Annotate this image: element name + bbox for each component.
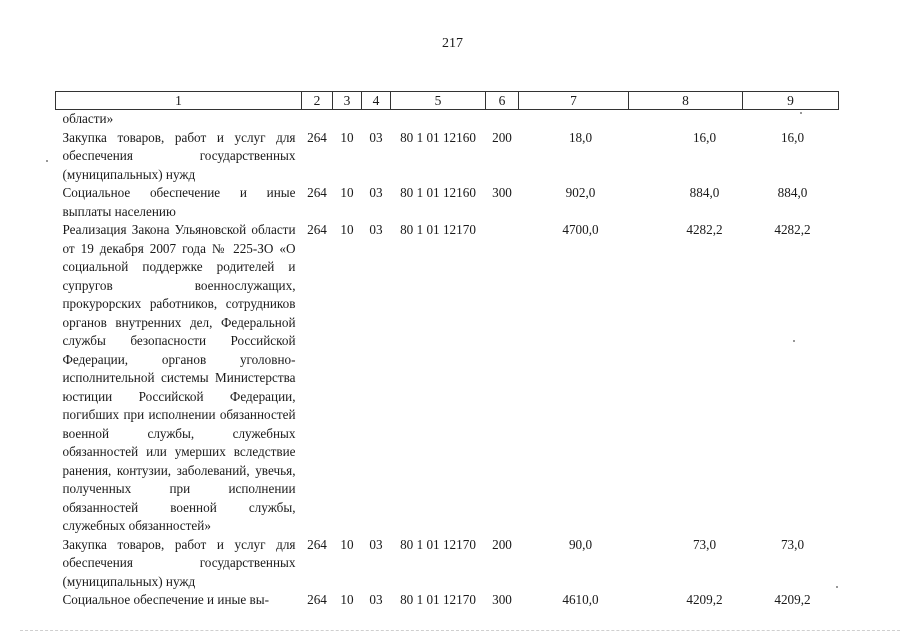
table-row [56, 110, 839, 129]
amount-col9-cell: 73,0 [780, 536, 805, 552]
grbs-cell [302, 110, 333, 129]
podrazdel-cell: 03 [369, 129, 383, 145]
amount-col8-cell: 4209,2 [686, 592, 723, 607]
row-name-cell: Социальное обеспечение и иные вы- [62, 592, 269, 607]
target-article-cell: 80 1 01 12170 [400, 592, 476, 607]
column-header: 3 [333, 92, 362, 110]
expense-type-cell [486, 221, 519, 536]
amount-col7-cell: 4700,0 [562, 222, 599, 237]
column-header: 1 [56, 92, 302, 110]
table-row [56, 184, 839, 221]
razdel-cell: 10 [340, 536, 354, 552]
amount-col9-cell: 4209,2 [774, 592, 811, 607]
amount-col8-cell: 73,0 [692, 536, 717, 552]
row-name-cell: Закупка товаров, работ и услуг для обеспечения государственных (муниципальных) нужд [62, 536, 296, 589]
podrazdel-cell [362, 110, 391, 129]
amount-col9-cell: 884,0 [777, 185, 808, 200]
scan-edge-line [20, 630, 900, 631]
column-header: 4 [362, 92, 391, 110]
row-name-cell: Закупка товаров, работ и услуг для обеспечения государственных (муниципальных) нужд [62, 129, 296, 182]
column-header: 2 [302, 92, 333, 110]
amount-col8-cell: 16,0 [692, 129, 717, 145]
grbs-cell: 264 [307, 536, 327, 552]
podrazdel-cell: 03 [369, 592, 383, 607]
budget-table [55, 91, 839, 610]
target-article-cell: 80 1 01 12170 [400, 536, 476, 552]
amount-col9-cell: 4282,2 [774, 222, 811, 237]
target-article-cell: 80 1 01 12160 [400, 129, 476, 145]
column-header: 8 [629, 92, 743, 110]
column-header: 5 [391, 92, 486, 110]
table-row [56, 591, 839, 610]
amount-col8-cell [629, 110, 743, 129]
target-article-cell: 80 1 01 12170 [400, 222, 476, 237]
target-article-cell [391, 110, 486, 129]
razdel-cell: 10 [340, 185, 354, 200]
amount-col9-cell [743, 110, 839, 129]
expense-type-cell: 200 [492, 536, 512, 552]
razdel-cell [333, 110, 362, 129]
column-header: 9 [743, 92, 839, 110]
expense-type-cell: 300 [492, 185, 512, 200]
amount-col8-cell: 4282,2 [686, 222, 723, 237]
amount-col7-cell: 18,0 [568, 129, 593, 145]
amount-col9-cell: 16,0 [780, 129, 805, 145]
row-name-cell: Реализация Закона Ульяновской области от 19 декабря 2007 года № 225-ЗО «О социальной поддержке родителей и супругов военнослужащих, прокурорских работников, сотрудников органов внутренних дел, Федеральной службы безопасности Российской Федерации, органов уголовно-исполнительной системы Министерства юстиции Российской Федерации, погибших при исполнении обязанностей военной службы, служебных обязанностей или умерших вследствие ранения, контузии, заболеваний, увечья, полученных при исполнении обязанностей военной службы, служебных обязанностей» [62, 222, 296, 533]
target-article-cell: 80 1 01 12160 [400, 185, 476, 200]
table-row [56, 536, 839, 592]
scan-speck [836, 586, 838, 588]
column-header: 6 [486, 92, 519, 110]
amount-col7-cell: 4610,0 [562, 592, 599, 607]
column-header: 7 [519, 92, 629, 110]
scan-speck [46, 160, 48, 162]
scan-speck [793, 340, 795, 342]
scan-speck [800, 112, 802, 114]
row-name-cell: области» [62, 111, 114, 126]
row-name-cell: Социальное обеспечение и иные выплаты населению [62, 185, 296, 219]
expense-type-cell [486, 110, 519, 129]
expense-type-cell: 300 [492, 592, 512, 607]
column-number-header-row [56, 92, 839, 110]
amount-col8-cell: 884,0 [689, 185, 720, 200]
grbs-cell: 264 [307, 129, 327, 145]
amount-col7-cell [519, 110, 629, 129]
grbs-cell: 264 [307, 222, 327, 237]
expense-type-cell: 200 [492, 129, 512, 145]
page-number: 217 [442, 36, 463, 51]
podrazdel-cell: 03 [369, 536, 383, 552]
grbs-cell: 264 [307, 592, 327, 607]
razdel-cell: 10 [340, 129, 354, 145]
table-row [56, 129, 839, 185]
amount-col7-cell: 902,0 [565, 185, 596, 200]
grbs-cell: 264 [307, 185, 327, 200]
table-row [56, 221, 839, 536]
razdel-cell: 10 [340, 222, 354, 237]
podrazdel-cell: 03 [369, 185, 383, 200]
podrazdel-cell: 03 [369, 222, 383, 237]
razdel-cell: 10 [340, 592, 354, 607]
amount-col7-cell: 90,0 [568, 536, 593, 552]
